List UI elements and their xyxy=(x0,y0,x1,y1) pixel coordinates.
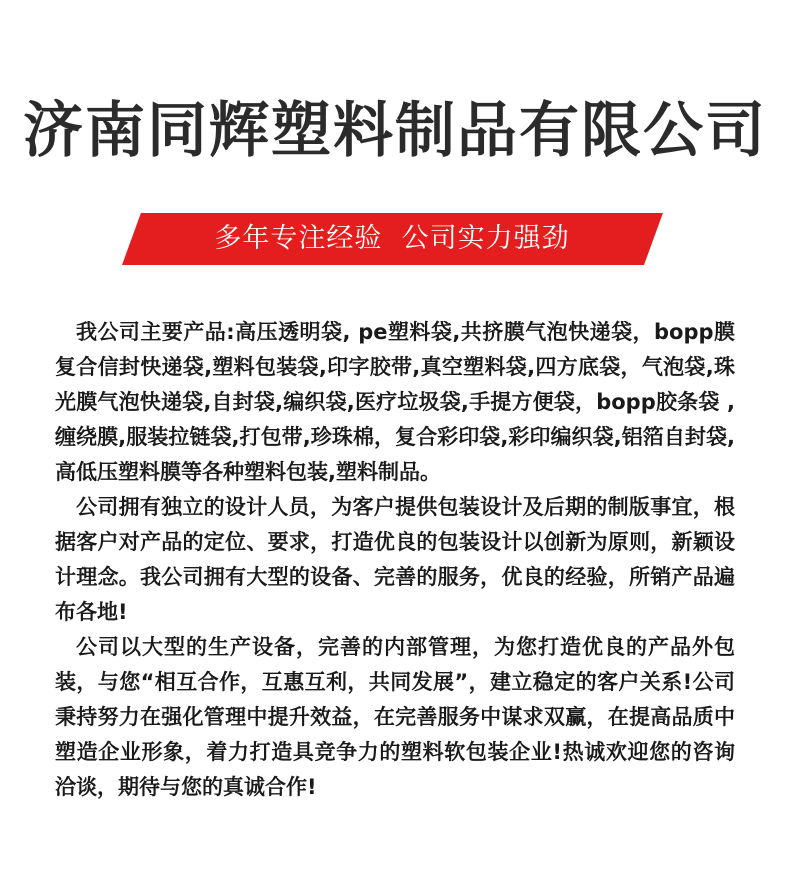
paragraph-service: 公司以大型的生产设备，完善的内部管理，为您打造优良的产品外包装，与您“相互合作，互惠互利，共同发展”，建立稳定的客户关系!公司秉持努力在强化管理中提升效益，在完善服务中谋求双赢，在提高品质中塑造企业形象，着力打造具竞争力的塑料软包装企业!热诚欢迎您的咨询洽谈，期待与您的真诚合作! xyxy=(55,635,735,799)
paragraph-products: 我公司主要产品:高压透明袋, pe塑料袋,共挤膜气泡快递袋，bopp膜复合信封快递袋,塑料包装袋,印字胶带,真空塑料袋,四方底袋，气泡袋,珠光膜气泡快递袋,自封袋,编织袋,医疗垃圾袋,手提方便袋，bopp胶条袋 ,缠绕膜,服装拉链袋,打包带,珍珠棉，复合彩印袋,彩印编织袋,铝箔自封袋,高低压塑料膜等各种塑料包装,塑料制品。 xyxy=(55,320,735,484)
company-description xyxy=(55,315,735,805)
paragraph-design: 公司拥有独立的设计人员，为客户提供包装设计及后期的制版事宜，根据客户对产品的定位、要求，打造优良的包装设计以创新为原则，新颖设计理念。我公司拥有大型的设备、完善的服务，优良的经验，所销产品遍布各地! xyxy=(55,495,735,624)
slogan-text: 多年专注经验 公司实力强劲 xyxy=(214,223,570,254)
company-title: 济南同辉塑料制品有限公司 xyxy=(23,96,767,166)
